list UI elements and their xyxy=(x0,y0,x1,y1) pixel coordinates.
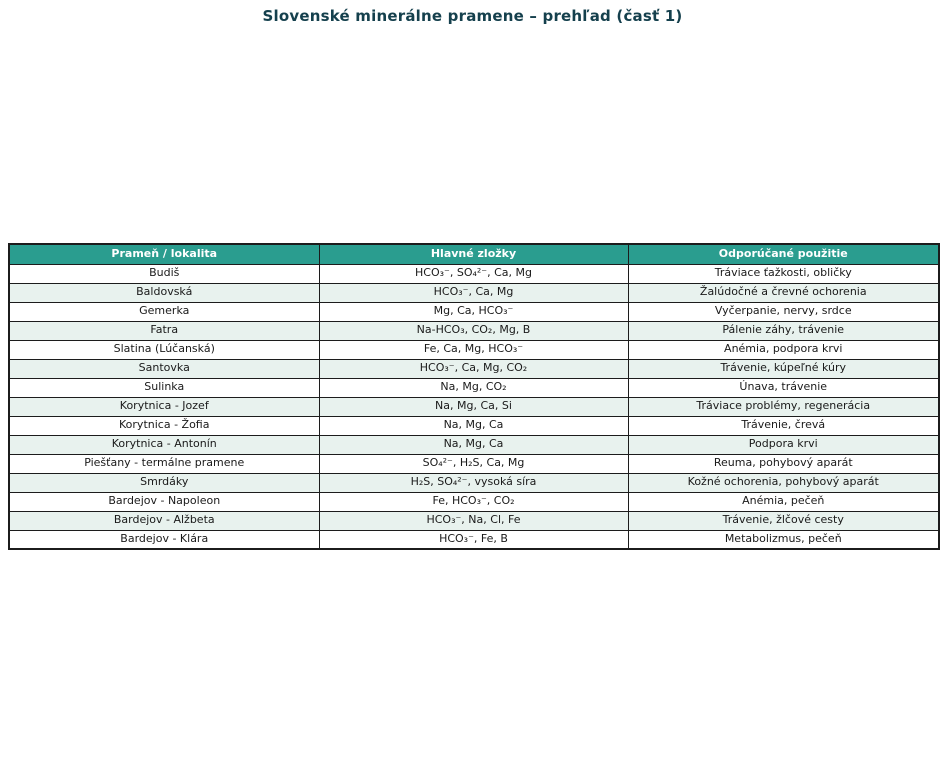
components-cell: HCO₃⁻, Ca, Mg xyxy=(319,283,628,302)
spring-name-cell: Korytnica - Jozef xyxy=(9,397,319,416)
components-cell: Na, Mg, CO₂ xyxy=(319,378,628,397)
column-header: Prameň / lokalita xyxy=(9,244,319,264)
components-cell: Na-HCO₃, CO₂, Mg, B xyxy=(319,321,628,340)
table-row xyxy=(9,473,939,492)
spring-name-cell: Budiš xyxy=(9,264,319,283)
usage-cell: Tráviace ťažkosti, obličky xyxy=(628,264,939,283)
spring-name-cell: Santovka xyxy=(9,359,319,378)
components-cell: Na, Mg, Ca, Si xyxy=(319,397,628,416)
usage-cell: Podpora krvi xyxy=(628,435,939,454)
components-cell: HCO₃⁻, Ca, Mg, CO₂ xyxy=(319,359,628,378)
usage-cell: Tráviace problémy, regenerácia xyxy=(628,397,939,416)
usage-cell: Anémia, podpora krvi xyxy=(628,340,939,359)
components-cell: Fe, Ca, Mg, HCO₃⁻ xyxy=(319,340,628,359)
spring-name-cell: Piešťany - termálne pramene xyxy=(9,454,319,473)
table-row xyxy=(9,511,939,530)
spring-name-cell: Bardejov - Alžbeta xyxy=(9,511,319,530)
spring-name-cell: Sulinka xyxy=(9,378,319,397)
table-body xyxy=(9,264,939,549)
table-row xyxy=(9,435,939,454)
table-row xyxy=(9,397,939,416)
spring-name-cell: Korytnica - Antonín xyxy=(9,435,319,454)
table-header xyxy=(9,244,939,264)
spring-name-cell: Bardejov - Napoleon xyxy=(9,492,319,511)
table-row xyxy=(9,530,939,549)
usage-cell: Trávenie, črevá xyxy=(628,416,939,435)
spring-name-cell: Fatra xyxy=(9,321,319,340)
page-title: Slovenské minerálne pramene – prehľad (časť 1) xyxy=(262,7,683,25)
components-cell: Fe, HCO₃⁻, CO₂ xyxy=(319,492,628,511)
table-row xyxy=(9,492,939,511)
usage-cell: Trávenie, kúpeľné kúry xyxy=(628,359,939,378)
column-header: Odporúčané použitie xyxy=(628,244,939,264)
spring-name-cell: Korytnica - Žofia xyxy=(9,416,319,435)
table-row xyxy=(9,321,939,340)
usage-cell: Vyčerpanie, nervy, srdce xyxy=(628,302,939,321)
components-cell: SO₄²⁻, H₂S, Ca, Mg xyxy=(319,454,628,473)
spring-name-cell: Baldovská xyxy=(9,283,319,302)
table-row xyxy=(9,340,939,359)
table-row xyxy=(9,454,939,473)
spring-name-cell: Gemerka xyxy=(9,302,319,321)
components-cell: H₂S, SO₄²⁻, vysoká síra xyxy=(319,473,628,492)
column-header: Hlavné zložky xyxy=(319,244,628,264)
usage-cell: Žalúdočné a črevné ochorenia xyxy=(628,283,939,302)
table-row xyxy=(9,264,939,283)
components-cell: HCO₃⁻, Na, Cl, Fe xyxy=(319,511,628,530)
usage-cell: Metabolizmus, pečeň xyxy=(628,530,939,549)
spring-name-cell: Slatina (Lúčanská) xyxy=(9,340,319,359)
usage-cell: Pálenie záhy, trávenie xyxy=(628,321,939,340)
table-row xyxy=(9,302,939,321)
table-row xyxy=(9,283,939,302)
header-row xyxy=(9,244,939,264)
table-row xyxy=(9,378,939,397)
spring-name-cell: Smrdáky xyxy=(9,473,319,492)
components-cell: Na, Mg, Ca xyxy=(319,416,628,435)
components-cell: HCO₃⁻, Fe, B xyxy=(319,530,628,549)
usage-cell: Anémia, pečeň xyxy=(628,492,939,511)
mineral-springs-table xyxy=(8,243,940,550)
usage-cell: Kožné ochorenia, pohybový aparát xyxy=(628,473,939,492)
usage-cell: Trávenie, žlčové cesty xyxy=(628,511,939,530)
spring-name-cell: Bardejov - Klára xyxy=(9,530,319,549)
table-row xyxy=(9,359,939,378)
usage-cell: Reuma, pohybový aparát xyxy=(628,454,939,473)
components-cell: HCO₃⁻, SO₄²⁻, Ca, Mg xyxy=(319,264,628,283)
table-row xyxy=(9,416,939,435)
usage-cell: Únava, trávenie xyxy=(628,378,939,397)
components-cell: Na, Mg, Ca xyxy=(319,435,628,454)
components-cell: Mg, Ca, HCO₃⁻ xyxy=(319,302,628,321)
